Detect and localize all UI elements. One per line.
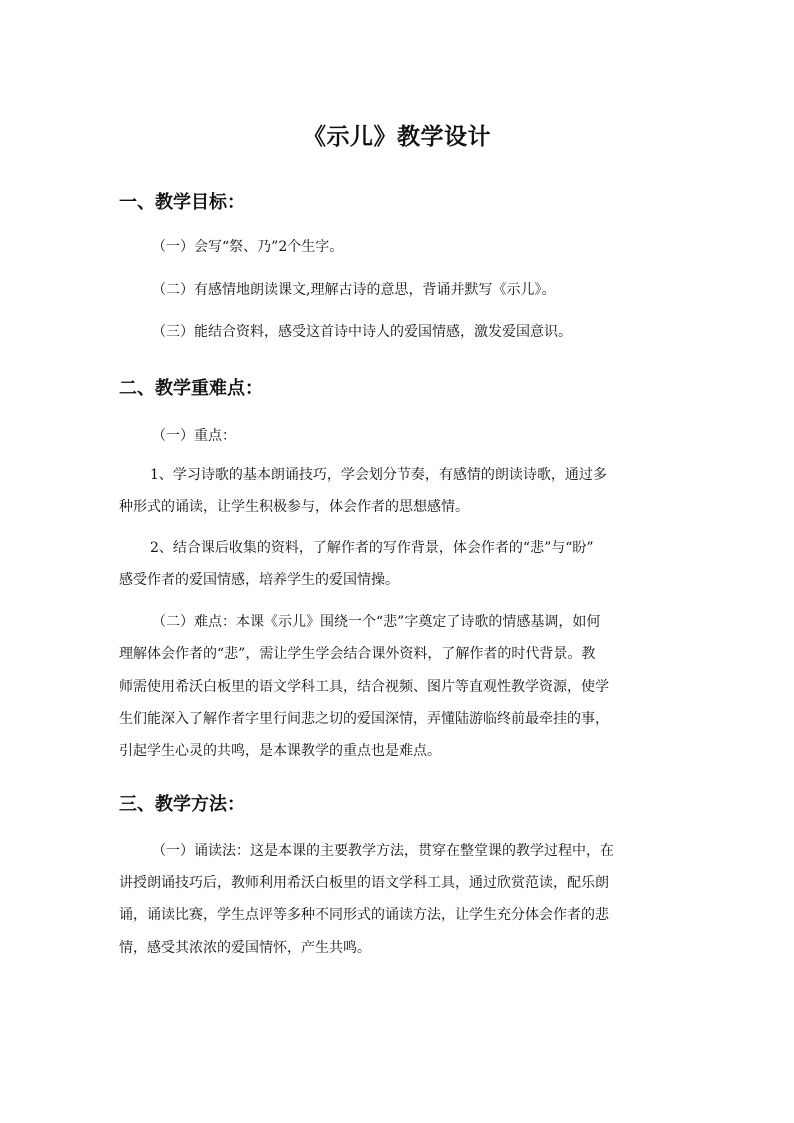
paragraph-line: （二）难点：本课《示儿》围绕一个“悲”字奠定了诗歌的情感基调，如何 [152, 614, 601, 630]
paragraph-line: 师需使用希沃白板里的语文学科工具，结合视频、图片等直观性教学资源，使学 [119, 679, 609, 695]
paragraph-line: 讲授朗诵技巧后，教师利用希沃白板里的语文学科工具，通过欣赏范读，配乐朗 [119, 875, 609, 891]
paragraph-line: 2、结合课后收集的资料，了解作者的写作背景，体会作者的“悲”与“盼” [150, 540, 594, 556]
section-heading-methods: 三、教学方法： [119, 794, 245, 815]
section-heading-key-points: 二、教学重难点： [119, 378, 263, 399]
document-title: 《示儿》教学设计 [303, 124, 491, 150]
paragraph-line: 生们能深入了解作者字里行间悲之切的爱国深情，弄懂陆游临终前最牵挂的事， [119, 711, 609, 727]
paragraph-line: 1、学习诗歌的基本朗诵技巧，学会划分节奏，有感情的朗读诗歌，通过多 [150, 467, 607, 483]
paragraph-line: （一）诵读法：这是本课的主要教学方法，贯穿在整堂课的教学过程中，在 [152, 843, 614, 859]
paragraph-line: 引起学生心灵的共鸣，是本课教学的重点也是难点。 [119, 743, 441, 759]
paragraph-line: 情，感受其浓浓的爱国情怀，产生共鸣。 [119, 940, 371, 956]
section-heading-objectives: 一、教学目标： [119, 192, 245, 213]
objective-item: （一）会写“祭、乃”2个生字。 [152, 239, 344, 255]
subheading-key-point: （一）重点： [152, 428, 236, 444]
paragraph-line: 理解体会作者的“悲”，需让学生学会结合课外资料，了解作者的时代背景。教 [119, 646, 596, 662]
objective-item: （二）有感情地朗读课文,理解古诗的意思，背诵并默写《示儿》。 [152, 282, 556, 298]
objective-item: （三）能结合资料，感受这首诗中诗人的爱国情感，激发爱国意识。 [152, 324, 572, 340]
paragraph-line: 感受作者的爱国情感，培养学生的爱国情操。 [119, 572, 399, 588]
paragraph-line: 诵，诵读比赛，学生点评等多种不同形式的诵读方法，让学生充分体会作者的悲 [119, 907, 609, 923]
paragraph-line: 种形式的诵读，让学生积极参与，体会作者的思想感情。 [119, 499, 469, 515]
